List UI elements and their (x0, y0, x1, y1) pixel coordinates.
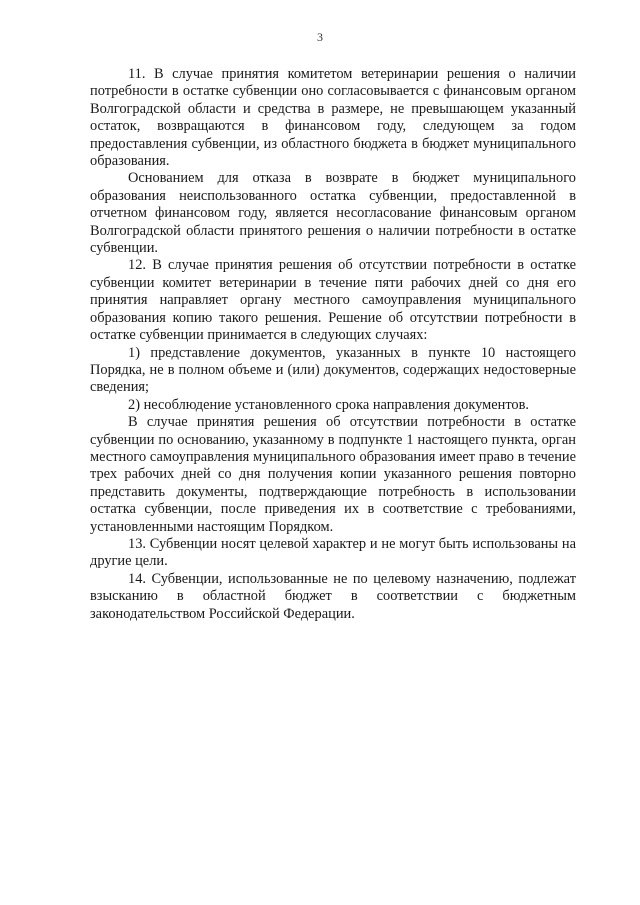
paragraph-resubmission: В случае принятия решения об отсутствии потребности в остатке субвенции по основанию, указанному в подпункте 1 настоящего пункта, орган местного самоуправления муниципального образования имеет право в течение трех рабочих дней со дня получения копии указанного решения повторно представить документы, подтверждающие потребность в использовании остатка субвенции, после приведения их в соответствие с требованиями, установленными настоящим Порядком. (90, 414, 576, 535)
document-body (90, 66, 576, 623)
paragraph-12-case-2: 2) несоблюдение установленного срока направления документов. (128, 396, 530, 413)
paragraph-11: 11. В случае принятия комитетом ветеринарии решения о наличии потребности в остатке субвенции оно согласовывается с финансовым органом Волгоградской области и средства в размере, не превышающем указанный остаток, возвращаются в финансовом году, следующем за годом предоставления субвенции, из областного бюджета в бюджет муниципального образования. (90, 66, 576, 170)
paragraph-refusal-basis: Основанием для отказа в возврате в бюджет муниципального образования неиспользованного остатка субвенции, предоставленной в отчетном финансовом году, является несогласование финансовым органом Волгоградской области принятого решения о наличии потребности в остатке субвенции. (90, 170, 576, 257)
paragraph-12: 12. В случае принятия решения об отсутствии потребности в остатке субвенции комитет ветеринарии в течение пяти рабочих дней со дня его принятия направляет органу местного самоуправления муниципального образования копию такого решения. Решение об отсутствии потребности в остатке субвенции принимается в следующих случаях: (90, 257, 576, 344)
page-number: 3 (317, 30, 323, 44)
paragraph-12-case-1: 1) представление документов, указанных в пункте 10 настоящего Порядка, не в полном объеме и (или) документов, содержащих недостоверные сведения; (90, 344, 576, 396)
paragraph-14: 14. Субвенции, использованные не по целевому назначению, подлежат взысканию в областной бюджет в соответствии с бюджетным законодательством Российской Федерации. (90, 570, 576, 622)
paragraph-13: 13. Субвенции носят целевой характер и не могут быть использованы на другие цели. (90, 535, 576, 570)
